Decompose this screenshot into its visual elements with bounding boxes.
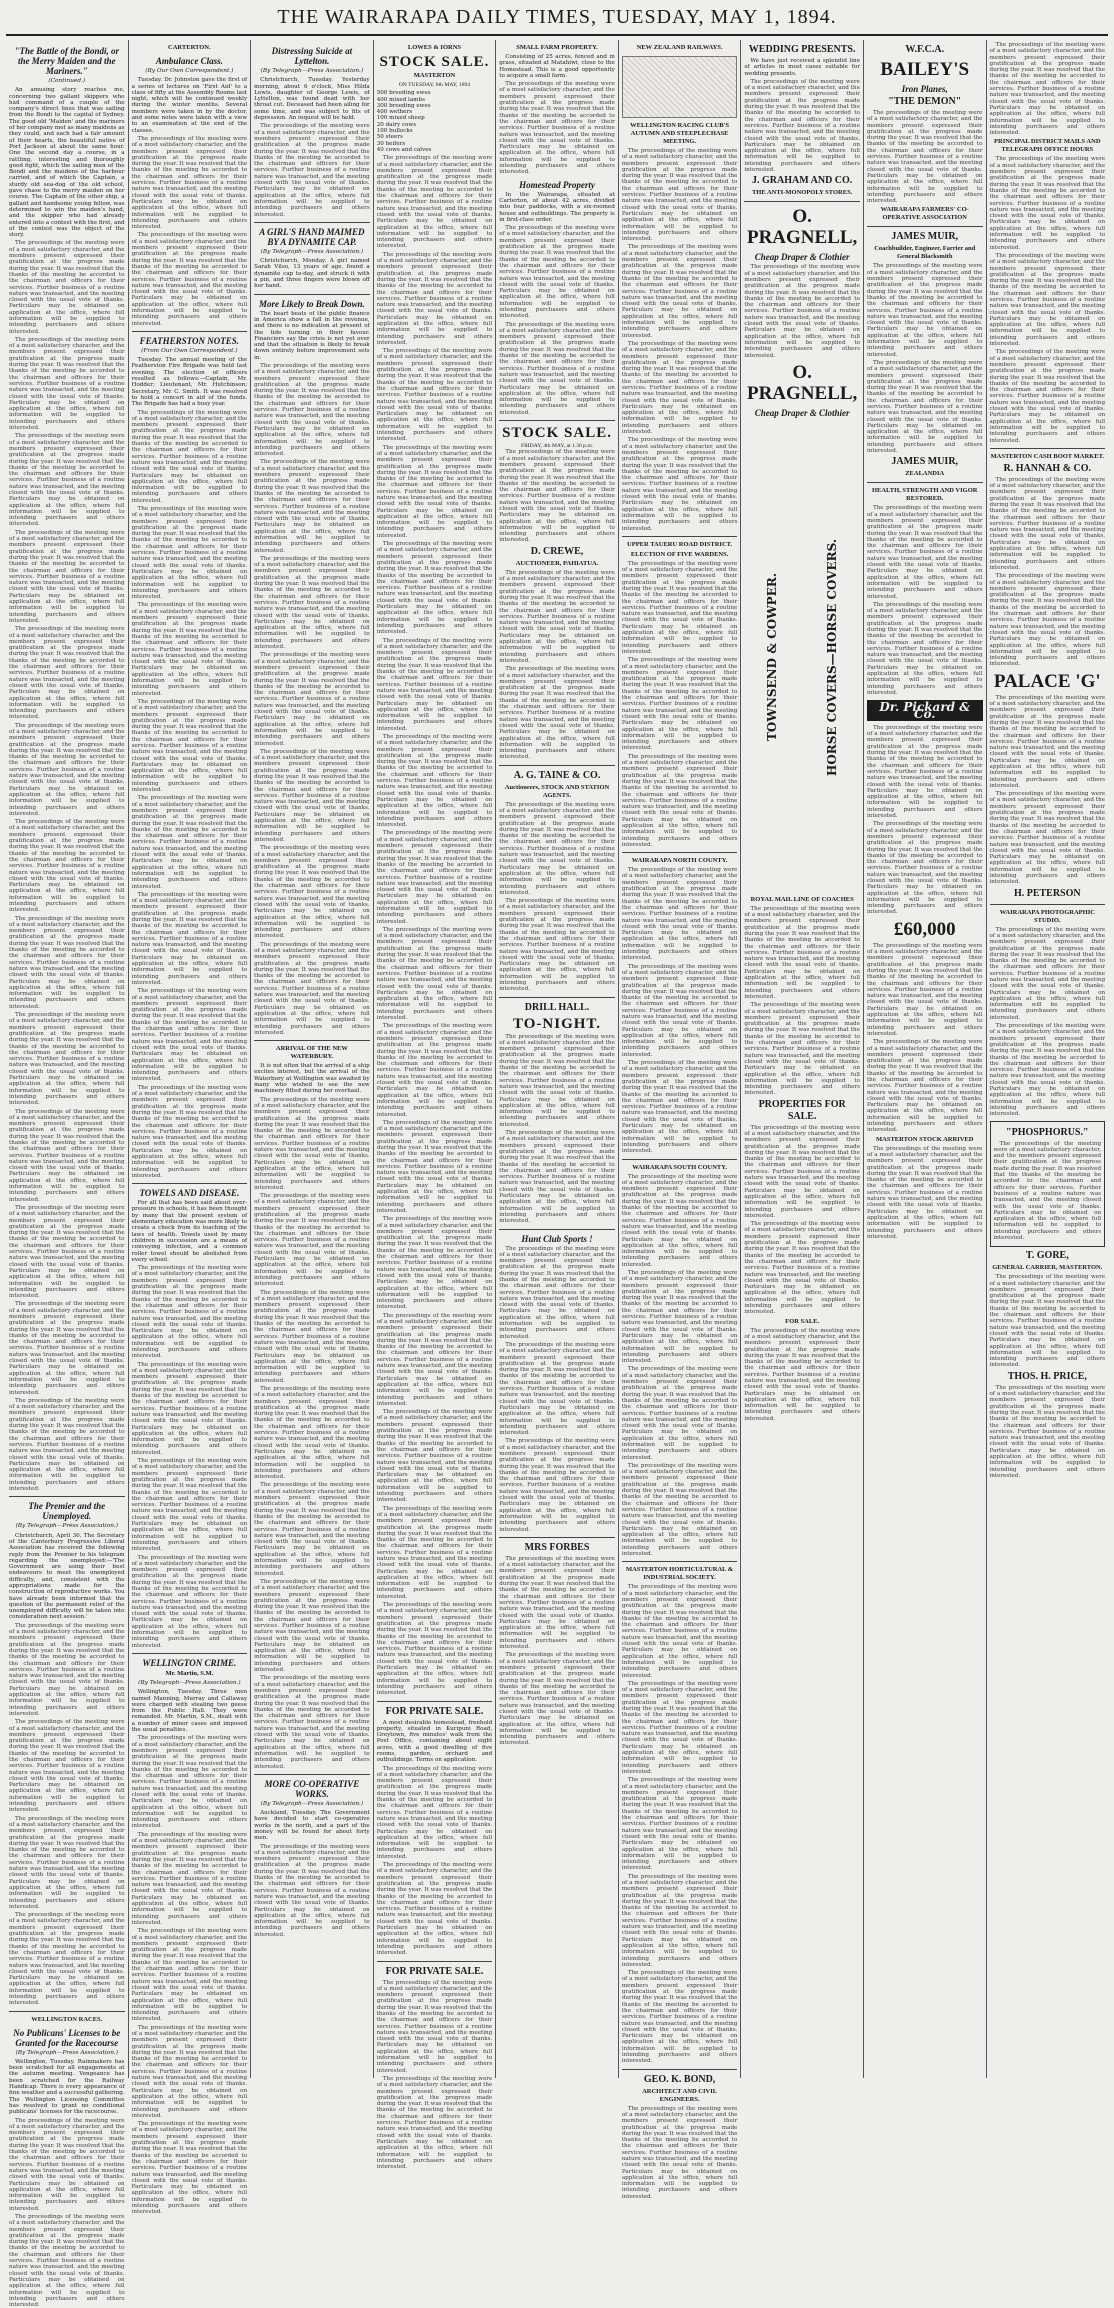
filler-text: The proceedings of the meeting were of a most satisfactory character, and the members present expressed their gratification at the progress made during the year. It was resolved that the thanks of the meeting be accorded to the chairman and officers for their services. Further business of a routine nature was transacted, and the meeting closed with the usual vote of thanks. Particulars may be obtained on application at the office, where full information will be supplied to intending purchasers and others interested. xyxy=(621,1584,738,1679)
filler-text: The proceedings of the meeting were of a most satisfactory character, and the members present expressed their gratification at the progress made during the year. It was resolved that the thanks of the meeting be accorded to the chairman and officers for their services. Further business of a routine nature was transacted, and the meeting closed with the usual vote of thanks. Particulars may be obtained on application at the office, where full information will be supplied to intending purchasers and others interested. xyxy=(376,1862,493,1957)
advert-banner-pickard: Dr. Pickard & Co. xyxy=(867,700,983,721)
filler-text: The proceedings of the meeting were of a most satisfactory character, and the members present expressed their gratification at the progress made during the year. It was resolved that the thanks of the meeting be accorded to the chairman and officers for their services. Further business of a routine nature was transacted, and the meeting closed with the usual vote of thanks. Particulars may be obtained on application at the office, where full information will be supplied to intending purchasers and others interested. xyxy=(254,459,370,554)
article-title-featherston: FEATHERSTON NOTES. xyxy=(139,335,240,346)
filler-text: The proceedings of the meeting were of a most satisfactory character, and the members present expressed their gratification at the progress made during the year. It was resolved that the thanks of the meeting be accorded to the chairman and officers for their services. Further business of a routine nature was transacted, and the meeting closed with the usual vote of thanks. Particulars may be obtained on application at the office, where full information will be supplied to intending purchasers and others interested. xyxy=(621,963,738,1058)
article-body: It is not often that the arrival of a ship excites interest, but the arrival of the Waterbury at Wellington was awaited by many who wished to see the new machinery fitted during her overhaul. xyxy=(254,1063,370,1095)
filler-text: The proceedings of the meeting were of a most satisfactory character, and the members present expressed their gratification at the progress made during the year. It was resolved that the thanks of the meeting be accorded to the chairman and officers for their services. Further business of a routine nature was transacted, and the meeting closed with the usual vote of thanks. Particulars may be obtained on application at the office, where full information will be supplied to intending purchasers and others interested. xyxy=(131,1735,248,1830)
article-title-suicide: Distressing Suicide at Lyttelton. xyxy=(271,46,353,66)
advert-title-taine: A. G. TAINE & CO. xyxy=(513,769,601,781)
filler-text: The proceedings of the meeting were of a most satisfactory character, and the members present expressed their gratification at the progress made during the year. It was resolved that the thanks of the meeting be accorded to the chairman and officers for their services. Further business of a routine nature was transacted, and the meeting closed with the usual vote of thanks. Particulars may be obtained on application at the office, where full information will be supplied to intending purchasers and others interested. xyxy=(9,336,125,432)
advert-title-small-farm: SMALL FARM PROPERTY. xyxy=(516,44,598,51)
filler-text: The proceedings of the meeting were of a most satisfactory character, and the members present expressed their gratification at the progress made during the year. It was resolved that the thanks of the meeting be accorded to the chairman and officers for their services. Further business of a routine nature was transacted, and the meeting closed with the usual vote of thanks. Particulars may be obtained on application at the office, where full information will be supplied to intending purchasers and others interested. xyxy=(9,915,125,1010)
filler-text: The proceedings of the meeting were of a most satisfactory character, and the members present expressed their gratification at the progress made during the year. It was resolved that the thanks of the meeting be accorded to the chairman and officers for their services. Further business of a routine nature was transacted, and the meeting closed with the usual vote of thanks. Particulars may be obtained on application at the office, where full information will be supplied to intending purchasers and others interested. xyxy=(9,1204,125,1300)
list-item: 20 dairy cows xyxy=(376,121,417,128)
advert-title-north-county: WAIRARAPA NORTH COUNTY. xyxy=(631,857,728,865)
filler-text: The proceedings of the meeting were of a most satisfactory character, and the members present expressed their gratification at the progress made during the year. It was resolved that the thanks of the meeting be accorded to the chairman and officers for their services. Further business of a routine nature was transacted, and the meeting closed with the usual vote of thanks. Particulars may be obtained on application at the office, where full information will be supplied to intending purchasers and others interested. xyxy=(499,1130,615,1225)
divider xyxy=(254,1040,370,1041)
filler-text: The proceedings of the meeting were of a most satisfactory character, and the members present expressed their gratification at the progress made during the year. It was resolved that the thanks of the meeting be accorded to the chairman and officers for their services. Further business of a routine nature was transacted, and the meeting closed with the usual vote of thanks. Particulars may be obtained on application at the office, where full information will be supplied to intending purchasers and others interested. xyxy=(499,321,615,416)
column-9 xyxy=(987,40,1109,2078)
article-title-crime: WELLINGTON CRIME. xyxy=(142,1657,237,1668)
advert-title-south-county: WAIRARAPA SOUTH COUNTY. xyxy=(632,1163,727,1171)
newspaper-title: THE WAIRARAPA DAILY TIMES, TUESDAY, MAY 1, 1894. xyxy=(277,5,837,28)
divider xyxy=(132,331,248,332)
column-6 xyxy=(619,40,742,2200)
filler-text: The proceedings of the meeting were of a most satisfactory character, and the members present expressed their gratification at the progress made during the year. It was resolved that the thanks of the meeting be accorded to the chairman and officers for their services. Further business of a routine nature was transacted, and the meeting closed with the usual vote of thanks. Particulars may be obtained on application at the office, where full information will be supplied to intending purchasers and others interested. xyxy=(989,252,1106,348)
divider xyxy=(254,222,370,223)
advert-subtitle: AUCTIONEER, PAHIATUA. xyxy=(515,559,599,567)
divider xyxy=(499,765,615,766)
divider xyxy=(622,2069,738,2070)
advert-place: MASTERTON xyxy=(413,72,456,79)
filler-text: The proceedings of the meeting were of a most satisfactory character, and the members present expressed their gratification at the progress made during the year. It was resolved that the thanks of the meeting be accorded to the chairman and officers for their services. Further business of a routine nature was transacted, and the meeting closed with the usual vote of thanks. Particulars may be obtained on application at the office, where full information will be supplied to intending purchasers and others interested. xyxy=(376,1765,493,1860)
advert-title-stock-arrived: MASTERTON STOCK ARRIVED xyxy=(876,1135,974,1143)
filler-text: The proceedings of the meeting were of a most satisfactory character, and the members present expressed their gratification at the progress made during the year. It was resolved that the thanks of the meeting be accorded to the chairman and officers for their services. Further business of a routine nature was transacted, and the meeting closed with the usual vote of thanks. Particulars may be obtained on application at the office, where full information will be supplied to intending purchasers and others interested. xyxy=(866,1145,983,1240)
filler-text: The proceedings of the meeting were of a most satisfactory character, and the members present expressed their gratification at the progress made during the year. It was resolved that the thanks of the meeting be accorded to the chairman and officers for their services. Further business of a routine nature was transacted, and the meeting closed with the usual vote of thanks. Particulars may be obtained on application at the office, where full information will be supplied to intending purchasers and others interested. xyxy=(499,1438,615,1533)
divider xyxy=(622,852,738,853)
filler-text: The proceedings of the meeting were of a most satisfactory character, and the members present expressed their gratification at the progress made during the year. It was resolved that the thanks of the meeting be accorded to the chairman and officers for their services. Further business of a routine nature was transacted, and the meeting closed with the usual vote of thanks. Particulars may be obtained on application at the office, where full information will be supplied to intending purchasers and others interested. xyxy=(254,1386,370,1481)
advert-title-farmers-coop: WAIRARAPA FARMERS' CO-OPERATIVE ASSOCIATION xyxy=(880,206,969,222)
advert-title-stock-sale-2: STOCK SALE. xyxy=(502,425,612,442)
filler-text: The proceedings of the meeting were of a most satisfactory character, and the members present expressed their gratification at the progress made during the year. It was resolved that the thanks of the meeting be accorded to the chairman and officers for their services. Further business of a routine nature was transacted, and the meeting closed with the usual vote of thanks. Particulars may be obtained on application at the office, where full information will be supplied to intending purchasers and others interested. xyxy=(376,1119,493,1214)
article-body: Auckland, Tuesday. The Government have decided to start co-operative works in the north, and a part of the money will be found for about forty men. xyxy=(254,1810,370,1842)
advert-title-for-sale: FOR SALE. xyxy=(785,1317,820,1325)
page-columns xyxy=(6,40,1108,2308)
filler-text: The proceedings of the meeting were of a most satisfactory character, and the members present expressed their gratification at the progress made during the year. It was resolved that the thanks of the meeting be accorded to the chairman and officers for their services. Further business of a routine nature was transacted, and the meeting closed with the usual vote of thanks. Particulars may be obtained on application at the office, where full information will be supplied to intending purchasers and others interested. xyxy=(866,505,983,600)
stock-list xyxy=(377,90,493,153)
filler-text: The proceedings of the meeting were of a most satisfactory character, and the members present expressed their gratification at the progress made during the year. It was resolved that the thanks of the meeting be accorded to the chairman and officers for their services. Further business of a routine nature was transacted, and the meeting closed with the usual vote of thanks. Particulars may be obtained on application at the office, where full information will be supplied to intending purchasers and others interested. xyxy=(254,941,370,1036)
article-title-battle-of-bondi: "The Battle of the Bondi, or the Merry Maiden and the Mariners." xyxy=(14,46,120,76)
advert-body: We have just received a splendid line of articles in most cases suitable for wedding presents. xyxy=(744,58,860,77)
advert-subtitle: WELLINGTON RACING CLUB'S AUTUMN AND STEEPLECHASE MEETING. xyxy=(630,122,730,145)
filler-text: The proceedings of the meeting were of a most satisfactory character, and the members present expressed their gratification at the progress made during the year. It was resolved that the thanks of the meeting be accorded to the chairman and officers for their services. Further business of a routine nature was transacted, and the meeting closed with the usual vote of thanks. Particulars may be obtained on application at the office, where full information will be supplied to intending purchasers and others interested. xyxy=(131,232,248,327)
filler-text: The proceedings of the meeting were of a most satisfactory character, and the members present expressed their gratification at the progress made during the year. It was resolved that the thanks of the meeting be accorded to the chairman and officers for their services. Further business of a routine nature was transacted, and the meeting closed with the usual vote of thanks. Particulars may be obtained on application at the office, where full information will be supplied to intending purchasers and others interested. xyxy=(744,905,860,1000)
article-subtitle: (By Our Own Correspondent.) xyxy=(145,68,234,74)
divider xyxy=(867,226,983,227)
filler-text: The proceedings of the meeting were of a most satisfactory character, and the members present expressed their gratification at the progress made during the year. It was resolved that the thanks of the meeting be accorded to the chairman and officers for their services. Further business of a routine nature was transacted, and the meeting closed with the usual vote of thanks. Particulars may be obtained on application at the office, where full information will be supplied to intending purchasers and others interested. xyxy=(621,1680,738,1775)
filler-text: The proceedings of the meeting were of a most satisfactory character, and the members present expressed their gratification at the progress made during the year. It was resolved that the thanks of the meeting be accorded to the chairman and officers for their services. Further business of a routine nature was transacted, and the meeting closed with the usual vote of thanks. Particulars may be obtained on application at the office, where full information will be supplied to intending purchasers and others interested. xyxy=(499,225,615,320)
filler-text: The proceedings of the meeting were of a most satisfactory character, and the members present expressed their gratification at the progress made during the year. It was resolved that the thanks of the meeting be accorded to the chairman and officers for their services. Further business of a routine nature was transacted, and the meeting closed with the usual vote of thanks. Particulars may be obtained on application at the office, where full information will be supplied to intending purchasers and others interested. xyxy=(989,156,1106,251)
filler-text: The proceedings of the meeting were of a most satisfactory character, and the members present expressed their gratification at the progress made during the year. It was resolved that the thanks of the meeting be accorded to the chairman and officers for their services. Further business of a routine nature was transacted, and the meeting closed with the usual vote of thanks. Particulars may be obtained on application at the office, where full information will be supplied to intending purchasers and others interested. xyxy=(9,1301,125,1396)
filler-text: The proceedings of the meeting were of a most satisfactory character, and the members present expressed their gratification at the progress made during the year. It was resolved that the thanks of the meeting be accorded to the chairman and officers for their services. Further business of a routine nature was transacted, and the meeting closed with the usual vote of thanks. Particulars may be obtained on application at the office, where full information will be supplied to intending purchasers and others interested. xyxy=(9,1397,125,1493)
filler-text: The proceedings of the meeting were of a most satisfactory character, and the members present expressed their gratification at the progress made during the year. It was resolved that the thanks of the meeting be accorded to the chairman and officers for their services. Further business of a routine nature was transacted, and the meeting closed with the usual vote of thanks. Particulars may be obtained on application at the office, where full information will be supplied to intending purchasers and others interested. xyxy=(376,1216,493,1311)
filler-text: The proceedings of the meeting were of a most satisfactory character, and the members present expressed their gratification at the progress made during the year. It was resolved that the thanks of the meeting be accorded to the chairman and officers for their services. Further business of a routine nature was transacted, and the meeting closed with the usual vote of thanks. Particulars may be obtained on application at the office, where full information will be supplied to intending purchasers and others interested. xyxy=(866,724,983,820)
filler-text: The proceedings of the meeting were of a most satisfactory character, and the members present expressed their gratification at the progress made during the year. It was resolved that the thanks of the meeting be accorded to the chairman and officers for their services. Further business of a routine nature was transacted, and the meeting closed with the usual vote of thanks. Particulars may be obtained on application at the office, where full information will be supplied to intending purchasers and others interested. xyxy=(993,1140,1102,1241)
filler-text: The proceedings of the meeting were of a most satisfactory character, and the members present expressed their gratification at the progress made during the year. It was resolved that the thanks of the meeting be accorded to the chairman and officers for their services. Further business of a routine nature was transacted, and the meeting closed with the usual vote of thanks. Particulars may be obtained on application at the office, where full information will be supplied to intending purchasers and others interested. xyxy=(254,845,370,940)
article-subtitle: (By Telegraph—Press Association.) xyxy=(260,1800,364,1807)
article-title-races: WELLINGTON RACES. xyxy=(31,2015,103,2023)
divider xyxy=(377,1961,493,1962)
article-body: Christchurch, Tuesday. Yesterday morning, about 6 o'clock, Miss Hilda Lewis, daughter of George Lewis, of Lyttelton, was found dead with her throat cut. Deceased had been ailing for some time, and was subject to fits of depression. An inquest will be held. xyxy=(254,77,370,122)
advert-subtitle: ZEALANDIA xyxy=(905,470,945,478)
filler-text: The proceedings of the meeting were of a most satisfactory character, and the members present expressed their gratification at the progress made during the year. It was resolved that the thanks of the meeting be accorded to the chairman and officers for their services. Further business of a routine nature was transacted, and the meeting closed with the usual vote of thanks. Particulars may be obtained on application at the office, where full information will be supplied to intending purchasers and others interested. xyxy=(9,1012,125,1107)
advert-subtitle: GENERAL CARRIER, MASTERTON. xyxy=(992,1264,1103,1272)
filler-text: The proceedings of the meeting were of a most satisfactory character, and the members present expressed their gratification at the progress made during the year. It was resolved that the thanks of the meeting be accorded to the chairman and officers for their services. Further business of a routine nature was transacted, and the meeting closed with the usual vote of thanks. Particulars may be obtained on application at the office, where full information will be supplied to intending purchasers and others interested. xyxy=(9,2117,125,2212)
advert-title-demon: "THE DEMON" xyxy=(888,96,962,107)
filler-text: The proceedings of the meeting were of a most satisfactory character, and the members present expressed their gratification at the progress made during the year. It was resolved that the thanks of the meeting be accorded to the chairman and officers for their services. Further business of a routine nature was transacted, and the meeting closed with the usual vote of thanks. Particulars may be obtained on application at the office, where full information will be supplied to intending purchasers and others interested. xyxy=(376,1409,493,1504)
divider xyxy=(622,1561,738,1562)
list-item: 400 mixed lambs xyxy=(376,96,425,103)
column-4 xyxy=(374,40,497,2171)
list-item: 300 breeding ewes xyxy=(376,102,431,109)
filler-text: The proceedings of the meeting were of a most satisfactory character, and the members present expressed their gratification at the progress made during the year. It was resolved that the thanks of the meeting be accorded to the chairman and officers for their services. Further business of a routine nature was transacted, and the meeting closed with the usual vote of thanks. Particulars may be obtained on application at the office, where full information will be supplied to intending purchasers and others interested. xyxy=(621,1873,738,1968)
advert-title-pragnell: O. PRAGNELL, xyxy=(746,206,858,249)
advert-box-phosphorus xyxy=(990,1121,1106,1248)
filler-text: The proceedings of the meeting were of a most satisfactory character, and the members present expressed their gratification at the progress made during the year. It was resolved that the thanks of the meeting be accorded to the chairman and officers for their services. Further business of a routine nature was transacted, and the meeting closed with the usual vote of thanks. Particulars may be obtained on application at the office, where full information will be supplied to intending purchasers and others interested. xyxy=(254,748,370,843)
divider xyxy=(990,904,1106,905)
article-title-dynamite: A GIRL'S HAND MAIMED BY A DYNAMITE CAP. xyxy=(259,226,365,247)
filler-text: The proceedings of the meeting were of a most satisfactory character, and the members present expressed their gratification at the progress made during the year. It was resolved that the thanks of the meeting be accorded to the chairman and officers for their services. Further business of a routine nature was transacted, and the meeting closed with the usual vote of thanks. Particulars may be obtained on application at the office, where full information will be supplied to intending purchasers and others interested. xyxy=(131,795,248,890)
advert-subtitle: ELECTION OF FIVE WARDENS. xyxy=(630,550,729,558)
article-body: For all that has been said about over-pressure in schools, it has been thought by many that the present system of elementary education was more likely to create a check from its teaching of the laws of health. Towels used by many children in succession are a means of conveying infection, and a common roller towel should be abolished from every school. xyxy=(131,1200,248,1263)
advert-title-muir: JAMES MUIR, xyxy=(891,231,959,243)
filler-text: The proceedings of the meeting were of a most satisfactory character, and the members present expressed their gratification at the progress made during the year. It was resolved that the thanks of the meeting be accorded to the chairman and officers for their services. Further business of a routine nature was transacted, and the meeting closed with the usual vote of thanks. Particulars may be obtained on application at the office, where full information will be supplied to intending purchasers and others interested. xyxy=(376,1979,493,2074)
advert-title-crewe: D. CREWE, xyxy=(530,545,584,557)
advert-title-properties: PROPERTIES FOR SALE. xyxy=(758,1098,846,1122)
filler-text: The proceedings of the meeting were of a most satisfactory character, and the members present expressed their gratification at the progress made during the year. It was resolved that the thanks of the meeting be accorded to the chairman and officers for their services. Further business of a routine nature was transacted, and the meeting closed with the usual vote of thanks. Particulars may be obtained on application at the office, where full information will be supplied to intending purchasers and others interested. xyxy=(376,1602,493,1697)
article-subtitle: (By Telegraph—Press Association.) xyxy=(260,248,364,255)
filler-text: The proceedings of the meeting were of a most satisfactory character, and the members present expressed their gratification at the progress made during the year. It was resolved that the thanks of the meeting be accorded to the chairman and officers for their services. Further business of a routine nature was transacted, and the meeting closed with the usual vote of thanks. Particulars may be obtained on application at the office, where full information will be supplied to intending purchasers and others interested. xyxy=(621,1366,738,1461)
article-title-break-down: More Likely to Break Down. xyxy=(259,298,365,309)
filler-text: The proceedings of the meeting were of a most satisfactory character, and the members present expressed their gratification at the progress made during the year. It was resolved that the thanks of the meeting be accorded to the chairman and officers for their services. Further business of a routine nature was transacted, and the meeting closed with the usual vote of thanks. Particulars may be obtained on application at the office, where full information will be supplied to intending purchasers and others interested. xyxy=(376,733,493,829)
advert-subtitle: ARCHITECT AND CIVIL ENGINEERS. xyxy=(642,2087,718,2103)
advert-title-mails: PRINCIPAL DISTRICT MAILS AND TELEGRAPH OFFICE HOURS xyxy=(994,138,1101,154)
filler-text: The proceedings of the meeting were of a most satisfactory character, and the members present expressed their gratification at the progress made during the year. It was resolved that the thanks of the meeting be accorded to the chairman and officers for their services. Further business of a routine nature was transacted, and the meeting closed with the usual vote of thanks. Particulars may be obtained on application at the office, where full information will be supplied to intending purchasers and others interested. xyxy=(131,135,248,231)
filler-text: The proceedings of the meeting were of a most satisfactory character, and the members present expressed their gratification at the progress made during the year. It was resolved that the thanks of the meeting be accorded to the chairman and officers for their services. Further business of a routine nature was transacted, and the meeting closed with the usual vote of thanks. Particulars may be obtained on application at the office, where full information will be supplied to intending purchasers and others interested. xyxy=(376,541,493,636)
divider xyxy=(377,1701,493,1702)
divider xyxy=(499,997,615,998)
advert-title-tonight: TO-NIGHT. xyxy=(513,1015,602,1032)
article-title-premier: The Premier and the Unemployed. xyxy=(28,1501,106,1522)
advert-title-private-sale: FOR PRIVATE SALE. xyxy=(385,1705,484,1717)
filler-text: The proceedings of the meeting were of a most satisfactory character, and the members present expressed their gratification at the progress made during the year. It was resolved that the thanks of the meeting be accorded to the chairman and officers for their services. Further business of a routine nature was transacted, and the meeting closed with the usual vote of thanks. Particulars may be obtained on application at the office, where full information will be supplied to intending purchasers and others interested. xyxy=(621,1970,738,2065)
filler-text: The proceedings of the meeting were of a most satisfactory character, and the members present expressed their gratification at the progress made during the year. It was resolved that the thanks of the meeting be accorded to the chairman and officers for their services. Further business of a routine nature was transacted, and the meeting closed with the usual vote of thanks. Particulars may be obtained on application at the office, where full information will be supplied to intending purchasers and others interested. xyxy=(131,1265,248,1360)
divider xyxy=(499,1537,615,1538)
filler-text: The proceedings of the meeting were of a most satisfactory character, and the members present expressed their gratification at the progress made during the year. It was resolved that the thanks of the meeting be accorded to the chairman and officers for their services. Further business of a routine nature was transacted, and the meeting closed with the usual vote of thanks. Particulars may be obtained on application at the office, where full information will be supplied to intending purchasers and others interested. xyxy=(621,437,738,532)
filler-text: The proceedings of the meeting were of a most satisfactory character, and the members present expressed their gratification at the progress made during the year. It was resolved that the thanks of the meeting be accorded to the chairman and officers for their services. Further business of a routine nature was transacted, and the meeting closed with the usual vote of thanks. Particulars may be obtained on application at the office, where full information will be supplied to intending purchasers and others interested. xyxy=(866,359,983,455)
article-title-carterton: CARTERTON. xyxy=(168,44,211,51)
divider xyxy=(744,201,860,202)
list-item: 50 steers xyxy=(376,134,403,141)
filler-text: The proceedings of the meeting were of a most satisfactory character, and the members present expressed their gratification at the progress made during the year. It was resolved that the thanks of the meeting be accorded to the chairman and officers for their services. Further business of a routine nature was transacted, and the meeting closed with the usual vote of thanks. Particulars may be obtained on application at the office, where full information will be supplied to intending purchasers and others interested. xyxy=(621,1462,738,1558)
list-item: 400 wethers xyxy=(376,109,412,116)
advert-title-palace: PALACE 'G' xyxy=(993,670,1101,692)
advert-date: FRIDAY, 4th MAY, at 1.30 p.m. xyxy=(520,443,594,450)
filler-text: The proceedings of the meeting were of a most satisfactory character, and the members present expressed their gratification at the progress made during the year. It was resolved that the thanks of the meeting be accorded to the chairman and officers for their services. Further business of a routine nature was transacted, and the meeting closed with the usual vote of thanks. Particulars may be obtained on application at the office, where full information will be supplied to intending purchasers and others interested. xyxy=(131,698,248,794)
article-subtitle: (By Telegraph—Press Association.) xyxy=(260,68,364,74)
filler-text: The proceedings of the meeting were of a most satisfactory character, and the members present expressed their gratification at the progress made during the year. It was resolved that the thanks of the meeting be accorded to the chairman and officers for their services. Further business of a routine nature was transacted, and the meeting closed with the usual vote of thanks. Particulars may be obtained on application at the office, where full information will be supplied to intending purchasers and others interested. xyxy=(131,409,248,504)
divider xyxy=(499,420,615,421)
advert-title-photo-studio: WAIRARAPA PHOTOGRAPHIC STUDIO. xyxy=(999,908,1095,924)
filler-text: The proceedings of the meeting were of a most satisfactory character, and the members present expressed their gratification at the progress made during the year. It was resolved that the thanks of the meeting be accorded to the chairman and officers for their services. Further business of a routine nature was transacted, and the meeting closed with the usual vote of thanks. Particulars may be obtained on application at the office, where full information will be supplied to intending purchasers and others interested. xyxy=(499,1033,615,1128)
filler-text: The proceedings of the meeting were of a most satisfactory character, and the members present expressed their gratification at the progress made during the year. It was resolved that the thanks of the meeting be accorded to the chairman and officers for their services. Further business of a routine nature was transacted, and the meeting closed with the usual vote of thanks. Particulars may be obtained on application at the office, where full information will be supplied to intending purchasers and others interested. xyxy=(9,626,125,721)
article-body: The heart beats of the public finance in America show a fall in the revenue, and there is no indication at present of the tide turning in their favour. Financiers say the crisis is not yet over and that the situation is likely to break down entirely before improvement sets in. xyxy=(254,310,370,361)
article-title-co-op-works: MORE CO-OPERATIVE WORKS. xyxy=(264,1778,360,1799)
filler-text: The proceedings of the meeting were of a most satisfactory character, and the members present expressed their gratification at the progress made during the year. It was resolved that the thanks of the meeting be accorded to the chairman and officers for their services. Further business of a routine nature was transacted, and the meeting closed with the usual vote of thanks. Particulars may be obtained on application at the office, where full information will be supplied to intending purchasers and others interested. xyxy=(131,1084,248,1179)
advert-title-muir-2: JAMES MUIR, xyxy=(891,456,959,468)
advert-subtitle: Iron Planes, xyxy=(901,84,948,94)
filler-text: The proceedings of the meeting were of a most satisfactory character, and the members present expressed their gratification at the progress made during the year. It was resolved that the thanks of the meeting be accorded to the chairman and officers for their services. Further business of a routine nature was transacted, and the meeting closed with the usual vote of thanks. Particulars may be obtained on application at the office, where full information will be supplied to intending purchasers and others interested. xyxy=(9,240,125,335)
article-body: Wellington, Tuesday. Rainmakers has been scratched for all engagements at the autumn meeting. Vengeance has been scratched for the Railway Handicap. There is every appearance of fine weather and a successful gathering. The Wellington Licensing Committee has resolved to grant no conditional publicans' licenses for the racecourse. xyxy=(9,2058,125,2116)
filler-text: The proceedings of the meeting were of a most satisfactory character, and the members present expressed their gratification at the progress made during the year. It was resolved that the thanks of the meeting be accorded to the chairman and officers for their services. Further business of a routine nature was transacted, and the meeting closed with the usual vote of thanks. Particulars may be obtained on application at the office, where full information will be supplied to intending purchasers and others interested. xyxy=(866,821,983,916)
divider xyxy=(499,1229,615,1230)
filler-text: The proceedings of the meeting were of a most satisfactory character, and the members present expressed their gratification at the progress made during the year. It was resolved that the thanks of the meeting be accorded to the chairman and officers for their services. Further business of a routine nature was transacted, and the meeting closed with the usual vote of thanks. Particulars may be obtained on application at the office, where full information will be supplied to intending purchasers and others interested. xyxy=(9,1815,125,1910)
filler-text: The proceedings of the meeting were of a most satisfactory character, and the members present expressed their gratification at the progress made during the year. It was resolved that the thanks of the meeting be accorded to the chairman and officers for their services. Further business of a routine nature was transacted, and the meeting closed with the usual vote of thanks. Particulars may be obtained on application at the office, where full information will be supplied to intending purchasers and others interested. xyxy=(376,2075,493,2171)
article-body: An amusing story reaches me, concerning two gallant skippers who had command of a couple of the company's direct lines that was sailing from the Bondi to the capital of Sydney. The good old 'Maiden' and the mariners of her company met as many maidens as they could, and each had a fair amount of their hearts, the beautiful native of Port Jackson at about the same hour. One the second day a course, in a rattling, interesting and thoroughly good fight, which the sailing men of the Bondi and the maidens of the harbour carried, and of which the Captain, a sturdy old sea-dog of the old school, gave chase to the merry maiden on her course. The Captain of the other ship, a gallant and handsome young fellow, was determined to win the maiden's hand, and the skipper who had already entered into a contest with the first, and of the contest was the object of the story. xyxy=(9,87,125,239)
filler-text: The proceedings of the meeting were of a most satisfactory character, and the members present expressed their gratification at the progress made during the year. It was resolved that the thanks of the meeting be accorded to the chairman and officers for their services. Further business of a routine nature was transacted, and the meeting closed with the usual vote of thanks. Particulars may be obtained on application at the office, where full information will be supplied to intending purchasers and others interested. xyxy=(254,362,370,458)
advert-title-horticultural: MASTERTON HORTICULTURAL & INDUSTRIAL SOCIETY. xyxy=(626,1566,734,1582)
filler-text: The proceedings of the meeting were of a most satisfactory character, and the members present expressed their gratification at the progress made during the year. It was resolved that the thanks of the meeting be accorded to the chairman and officers for their services. Further business of a routine nature was transacted, and the meeting closed with the usual vote of thanks. Particulars may be obtained on application at the office, where full information will be supplied to intending purchasers and others interested. xyxy=(376,637,493,732)
column-7 xyxy=(741,40,864,2078)
article-subtitle: (From Our Own Correspondent.) xyxy=(141,347,238,354)
advert-date: ON TUESDAY, 8th MAY, 1894 xyxy=(398,82,471,88)
filler-text: The proceedings of the meeting were of a most satisfactory character, and the members present expressed their gratification at the progress made during the year. It was resolved that the thanks of the meeting be accorded to the chairman and officers for their services. Further business of a routine nature was transacted, and the meeting closed with the usual vote of thanks. Particulars may be obtained on application at the office, where full information will be supplied to intending purchasers and others interested. xyxy=(989,1384,1106,1479)
advert-title-gore: T. GORE, xyxy=(1025,1250,1069,1262)
advert-title-stock-sale: STOCK SALE. xyxy=(379,54,490,70)
advert-title-phosphorus: "PHOSPHORUS." xyxy=(1006,1126,1089,1138)
filler-text: The proceedings of the meeting were of a most satisfactory character, and the members present expressed their gratification at the progress made during the year. It was resolved that the thanks of the meeting be accorded to the chairman and officers for their services. Further business of a routine nature was transacted, and the meeting closed with the usual vote of thanks. Particulars may be obtained on application at the office, where full information will be supplied to intending purchasers and others interested. xyxy=(131,891,248,986)
filler-text: The proceedings of the meeting were of a most satisfactory character, and the members present expressed their gratification at the progress made during the year. It was resolved that the thanks of the meeting be accorded to the chairman and officers for their services. Further business of a routine nature was transacted, and the meeting closed with the usual vote of thanks. Particulars may be obtained on application at the office, where full information will be supplied to intending purchasers and others interested. xyxy=(376,348,493,443)
filler-text: The proceedings of the meeting were of a most satisfactory character, and the members present expressed their gratification at the progress made during the year. It was resolved that the thanks of the meeting be accorded to the chairman and officers for their services. Further business of a routine nature was transacted, and the meeting closed with the usual vote of thanks. Particulars may be obtained on application at the office, where full information will be supplied to intending purchasers and others interested. xyxy=(621,753,738,848)
filler-text: The proceedings of the meeting were of a most satisfactory character, and the members present expressed their gratification at the progress made during the year. It was resolved that the thanks of the meeting be accorded to the chairman and officers for their services. Further business of a routine nature was transacted, and the meeting closed with the usual vote of thanks. Particulars may be obtained on application at the office, where full information will be supplied to intending purchasers and others interested. xyxy=(499,801,615,896)
filler-text: The proceedings of the meeting were of a most satisfactory character, and the members present expressed their gratification at the progress made during the year. It was resolved that the thanks of the meeting be accorded to the chairman and officers for their services. Further business of a routine nature was transacted, and the meeting closed with the usual vote of thanks. Particulars may be obtained on application at the office, where full information will be supplied to intending purchasers and others interested. xyxy=(866,601,983,696)
filler-text: The proceedings of the meeting were of a most satisfactory character, and the members present expressed their gratification at the progress made during the year. It was resolved that the thanks of the meeting be accorded to the chairman and officers for their services. Further business of a routine nature was transacted, and the meeting closed with the usual vote of thanks. Particulars may be obtained on application at the office, where full information will be supplied to intending purchasers and others interested. xyxy=(744,1002,860,1097)
divider xyxy=(622,536,738,537)
article-body: Christchurch, April 30. The Secretary of the Canterbury Progressive Liberal Association has received the following reply from the Premier to his telegram regarding the unemployed:—'The Government are using their best endeavours to meet the unemployed difficulty, and, consistent with the appropriations made for the construction of reproductive works. You have already been informed that the question of the permanent relief of the unemployed difficulty will be taken into consideration next session.' xyxy=(9,1532,125,1621)
filler-text: The proceedings of the meeting were of a most satisfactory character, and the members present expressed their gratification at the progress made during the year. It was resolved that the thanks of the meeting be accorded to the chairman and officers for their services. Further business of a routine nature was transacted, and the meeting closed with the usual vote of thanks. Particulars may be obtained on application at the office, where full information will be supplied to intending purchasers and others interested. xyxy=(131,988,248,1083)
advert-title-bailey: BAILEY'S xyxy=(880,59,970,80)
divider xyxy=(132,1653,248,1654)
article-body: Tuesday. The annual meeting of the Featherston Fire Brigade was held last evening. The election of officers resulted as follows:—Captain, Mr. Hodder; Lieutenant, Mr. Hutchinson; Secretary, Mr. C. Smith. It was resolved to hold a concert in aid of the funds. The Brigade has had a busy year. xyxy=(131,357,248,408)
advert-title-60000: £60,000 xyxy=(893,918,956,940)
filler-text: The proceedings of the meeting were of a most satisfactory character, and the members present expressed their gratification at the progress made during the year. It was resolved that the thanks of the meeting be accorded to the chairman and officers for their services. Further business of a routine nature was transacted, and the meeting closed with the usual vote of thanks. Particulars may be obtained on application at the office, where full information will be supplied to intending purchasers and others interested. xyxy=(499,1341,615,1437)
advert-title-pragnell-2: O. PRAGNELL, xyxy=(746,361,858,404)
advert-auctioneers: LOWES & IORNS xyxy=(407,44,462,51)
filler-text: The proceedings of the meeting were of a most satisfactory character, and the members present expressed their gratification at the progress made during the year. It was resolved that the thanks of the meeting be accorded to the chairman and officers for their services. Further business of a routine nature was transacted, and the meeting closed with the usual vote of thanks. Particulars may be obtained on application at the office, where full information will be supplied to intending purchasers and others interested. xyxy=(499,898,615,993)
filler-text: The proceedings of the meeting were of a most satisfactory character, and the members present expressed their gratification at the progress made during the year. It was resolved that the thanks of the meeting be accorded to the chairman and officers for their services. Further business of a routine nature was transacted, and the meeting closed with the usual vote of thanks. Particulars may be obtained on application at the office, where full information will be supplied to intending purchasers and others interested. xyxy=(254,1482,370,1577)
filler-text: The proceedings of the meeting were of a most satisfactory character, and the members present expressed their gratification at the progress made during the year. It was resolved that the thanks of the meeting be accorded to the chairman and officers for their services. Further business of a routine nature was transacted, and the meeting closed with the usual vote of thanks. Particulars may be obtained on application at the office, where full information will be supplied to intending purchasers and others interested. xyxy=(499,1245,615,1340)
advert-title-wedding: WEDDING PRESENTS. xyxy=(748,44,856,55)
list-item: 100 bullocks xyxy=(376,128,413,135)
vertical-advert xyxy=(744,422,860,892)
filler-text: The proceedings of the meeting were of a most satisfactory character, and the members present expressed their gratification at the progress made during the year. It was resolved that the thanks of the meeting be accorded to the chairman and officers for their services. Further business of a routine nature was transacted, and the meeting closed with the usual vote of thanks. Particulars may be obtained on application at the office, where full information will be supplied to intending purchasers and others interested. xyxy=(989,349,1106,444)
advert-title-boot-market: MASTERTON CASH BOOT MARKET. xyxy=(990,452,1105,460)
filler-text: The proceedings of the meeting were of a most satisfactory character, and the members present expressed their gratification at the progress made during the year. It was resolved that the thanks of the meeting be accorded to the chairman and officers for their services. Further business of a routine nature was transacted, and the meeting closed with the usual vote of thanks. Particulars may be obtained on application at the office, where full information will be supplied to intending purchasers and others interested. xyxy=(376,1023,493,1118)
advert-title-peterson: H. PETERSON xyxy=(1013,887,1081,899)
advert-subtitle: Cheap Draper & Clothier xyxy=(754,407,850,418)
advert-subtitle: Coachbuilder, Engineer, Farrier and General Blacksmith xyxy=(874,245,976,261)
list-item: 30 heifers xyxy=(376,140,406,147)
column-5 xyxy=(496,40,619,2078)
article-subtitle: (By Telegraph—Press Association.) xyxy=(138,1679,241,1686)
advert-title-railways: NEW ZEALAND RAILWAYS. xyxy=(636,44,723,51)
filler-text: The proceedings of the meeting were of a most satisfactory character, and the members present expressed their gratification at the progress made during the year. It was resolved that the thanks of the meeting be accorded to the chairman and officers for their services. Further business of a routine nature was transacted, and the meeting closed with the usual vote of thanks. Particulars may be obtained on application at the office, where full information will be supplied to intending purchasers and others interested. xyxy=(744,78,860,174)
advert-subtitle: Auctioneers, STOCK AND STATION AGENTS. xyxy=(504,783,610,799)
filler-text: The proceedings of the meeting were of a most satisfactory character, and the members present expressed their gratification at the progress made during the year. It was resolved that the thanks of the meeting be accorded to the chairman and officers for their services. Further business of a routine nature was transacted, and the meeting closed with the usual vote of thanks. Particulars may be obtained on application at the office, where full information will be supplied to intending purchasers and others interested. xyxy=(9,1108,125,1203)
filler-text: The proceedings of the meeting were of a most satisfactory character, and the members present expressed their gratification at the progress made during the year. It was resolved that the thanks of the meeting be accorded to the chairman and officers for their services. Further business of a routine nature was transacted, and the meeting closed with the usual vote of thanks. Particulars may be obtained on application at the office, where full information will be supplied to intending purchasers and others interested. xyxy=(376,926,493,1022)
filler-text: The proceedings of the meeting were of a most satisfactory character, and the members present expressed their gratification at the progress made during the year. It was resolved that the thanks of the meeting be accorded to the chairman and officers for their services. Further business of a routine nature was transacted, and the meeting closed with the usual vote of thanks. Particulars may be obtained on application at the office, where full information will be supplied to intending purchasers and others interested. xyxy=(376,1505,493,1600)
filler-text: The proceedings of the meeting were of a most satisfactory character, and the members present expressed their gratification at the progress made during the year. It was resolved that the thanks of the meeting be accorded to the chairman and officers for their services. Further business of a routine nature was transacted, and the meeting closed with the usual vote of thanks. Particulars may be obtained on application at the office, where full information will be supplied to intending purchasers and others interested. xyxy=(989,694,1106,789)
advert-subtitle: THE ANTI-MONOPOLY STORES. xyxy=(751,189,853,197)
filler-text: The proceedings of the meeting were of a most satisfactory character, and the members present expressed their gratification at the progress made during the year. It was resolved that the thanks of the meeting be accorded to the chairman and officers for their services. Further business of a routine nature was transacted, and the meeting closed with the usual vote of thanks. Particulars may be obtained on application at the office, where full information will be supplied to intending purchasers and others interested. xyxy=(254,652,370,747)
filler-text: The proceedings of the meeting were of a most satisfactory character, and the members present expressed their gratification at the progress made during the year. It was resolved that the thanks of the meeting be accorded to the chairman and officers for their services. Further business of a routine nature was transacted, and the meeting closed with the usual vote of thanks. Particulars may be obtained on application at the office, where full information will be supplied to intending purchasers and others interested. xyxy=(9,722,125,817)
filler-text: The proceedings of the meeting were of a most satisfactory character, and the members present expressed their gratification at the progress made during the year. It was resolved that the thanks of the meeting be accorded to the chairman and officers for their services. Further business of a routine nature was transacted, and the meeting closed with the usual vote of thanks. Particulars may be obtained on application at the office, where full information will be supplied to intending purchasers and others interested. xyxy=(9,819,125,914)
divider xyxy=(9,2011,125,2012)
filler-text: The proceedings of the meeting were of a most satisfactory character, and the members present expressed their gratification at the progress made during the year. It was resolved that the thanks of the meeting be accorded to the chairman and officers for their services. Further business of a routine nature was transacted, and the meeting closed with the usual vote of thanks. Particulars may be obtained on application at the office, where full information will be supplied to intending purchasers and others interested. xyxy=(254,123,370,218)
filler-text: The proceedings of the meeting were of a most satisfactory character, and the members present expressed their gratification at the progress made during the year. It was resolved that the thanks of the meeting be accorded to the chairman and officers for their services. Further business of a routine nature was transacted, and the meeting closed with the usual vote of thanks. Particulars may be obtained on application at the office, where full information will be supplied to intending purchasers and others interested. xyxy=(989,476,1106,571)
advert-title-bond: GEO. K. BOND, xyxy=(643,2073,716,2085)
article-body: Wellington, Tuesday. Three men named Manning, Murray and Callaway were charged with stealing two geese from the Public Hall. They were remanded. Mr. Martin, S.M., dealt with a number of minor cases and imposed the usual penalties. xyxy=(131,1689,248,1734)
advert-title-health: HEALTH, STRENGTH AND VIGOR RESTORED. xyxy=(871,487,978,503)
filler-text: The proceedings of the meeting were of a most satisfactory character, and the members present expressed their gratification at the progress made during the year. It was resolved that the thanks of the meeting be accorded to the chairman and officers for their services. Further business of a routine nature was transacted, and the meeting closed with the usual vote of thanks. Particulars may be obtained on application at the office, where full information will be supplied to intending purchasers and others interested. xyxy=(254,1096,370,1191)
filler-text: The proceedings of the meeting were of a most satisfactory character, and the members present expressed their gratification at the progress made during the year. It was resolved that the thanks of the meeting be accorded to the chairman and officers for their services. Further business of a routine nature was transacted, and the meeting closed with the usual vote of thanks. Particulars may be obtained on application at the office, where full information will be supplied to intending purchasers and others interested. xyxy=(621,1777,738,1872)
filler-text: The proceedings of the meeting were of a most satisfactory character, and the members present expressed their gratification at the progress made during the year. It was resolved that the thanks of the meeting be accorded to the chairman and officers for their services. Further business of a routine nature was transacted, and the meeting closed with the usual vote of thanks. Particulars may be obtained on application at the office, where full information will be supplied to intending purchasers and others interested. xyxy=(376,1312,493,1407)
list-item: 500 breeding ewes xyxy=(376,90,431,97)
filler-text: The proceedings of the meeting were of a most satisfactory character, and the members present expressed their gratification at the progress made during the year. It was resolved that the thanks of the meeting be accorded to the chairman and officers for their services. Further business of a routine nature was transacted, and the meeting closed with the usual vote of thanks. Particulars may be obtained on application at the office, where full information will be supplied to intending purchasers and others interested. xyxy=(989,1274,1106,1369)
filler-text: The proceedings of the meeting were of a most satisfactory character, and the members present expressed their gratification at the progress made during the year. It was resolved that the thanks of the meeting be accorded to the chairman and officers for their services. Further business of a routine nature was transacted, and the meeting closed with the usual vote of thanks. Particulars may be obtained on application at the office, where full information will be supplied to intending purchasers and others interested. xyxy=(989,1023,1106,1118)
filler-text: The proceedings of the meeting were of a most satisfactory character, and the members present expressed their gratification at the progress made during the year. It was resolved that the thanks of the meeting be accorded to the chairman and officers for their services. Further business of a routine nature was transacted, and the meeting closed with the usual vote of thanks. Particulars may be obtained on application at the office, where full information will be supplied to intending purchasers and others interested. xyxy=(131,602,248,697)
filler-text: The proceedings of the meeting were of a most satisfactory character, and the members present expressed their gratification at the progress made during the year. It was resolved that the thanks of the meeting be accorded to the chairman and officers for their services. Further business of a routine nature was transacted, and the meeting closed with the usual vote of thanks. Particulars may be obtained on application at the office, where full information will be supplied to intending purchasers and others interested. xyxy=(621,560,738,655)
advert-title-hunt-club: Hunt Club Sports ! xyxy=(521,1233,593,1244)
filler-text: The proceedings of the meeting were of a most satisfactory character, and the members present expressed their gratification at the progress made during the year. It was resolved that the thanks of the meeting be accorded to the chairman and officers for their services. Further business of a routine nature was transacted, and the meeting closed with the usual vote of thanks. Particulars may be obtained on application at the office, where full information will be supplied to intending purchasers and others interested. xyxy=(621,1060,738,1155)
list-item: 40 cows and calves xyxy=(376,146,432,153)
filler-text: The proceedings of the meeting were of a most satisfactory character, and the members present expressed their gratification at the progress made during the year. It was resolved that the thanks of the meeting be accorded to the chairman and officers for their services. Further business of a routine nature was transacted, and the meeting closed with the usual vote of thanks. Particulars may be obtained on application at the office, where full information will be supplied to intending purchasers and others interested. xyxy=(376,444,493,539)
divider xyxy=(9,1496,125,1497)
filler-text: The proceedings of the meeting were of a most satisfactory character, and the members present expressed their gratification at the progress made during the year. It was resolved that the thanks of the meeting be accorded to the chairman and officers for their services. Further business of a routine nature was transacted, and the meeting closed with the usual vote of thanks. Particulars may be obtained on application at the office, where full information will be supplied to intending purchasers and others interested. xyxy=(9,1912,125,2007)
filler-text: The proceedings of the meeting were of a most satisfactory character, and the members present expressed their gratification at the progress made during the year. It was resolved that the thanks of the meeting be accorded to the chairman and officers for their services. Further business of a routine nature was transacted, and the meeting closed with the usual vote of thanks. Particulars may be obtained on application at the office, where full information will be supplied to intending purchasers and others interested. xyxy=(254,1843,370,1938)
filler-text: The proceedings of the meeting were of a most satisfactory character, and the members present expressed their gratification at the progress made during the year. It was resolved that the thanks of the meeting be accorded to the chairman and officers for their services. Further business of a routine nature was transacted, and the meeting closed with the usual vote of thanks. Particulars may be obtained on application at the office, where full information will be supplied to intending purchasers and others interested. xyxy=(621,867,738,962)
filler-text: The proceedings of the meeting were of a most satisfactory character, and the members present expressed their gratification at the progress made during the year. It was resolved that the thanks of the meeting be accorded to the chairman and officers for their services. Further business of a routine nature was transacted, and the meeting closed with the usual vote of thanks. Particulars may be obtained on application at the office, where full information will be supplied to intending purchasers and others interested. xyxy=(131,2121,248,2216)
railway-engraving xyxy=(622,56,738,118)
filler-text: The proceedings of the meeting were of a most satisfactory character, and the members present expressed their gratification at the progress made during the year. It was resolved that the thanks of the meeting be accorded to the chairman and officers for their services. Further business of a routine nature was transacted, and the meeting closed with the usual vote of thanks. Particulars may be obtained on application at the office, where full information will be supplied to intending purchasers and others interested. xyxy=(621,1269,738,1365)
filler-text: The proceedings of the meeting were of a most satisfactory character, and the members present expressed their gratification at the progress made during the year. It was resolved that the thanks of the meeting be accorded to the chairman and officers for their services. Further business of a routine nature was transacted, and the meeting closed with the usual vote of thanks. Particulars may be obtained on application at the office, where full information will be supplied to intending purchasers and others interested. xyxy=(131,1361,248,1456)
filler-text: The proceedings of the meeting were of a most satisfactory character, and the members present expressed their gratification at the progress made during the year. It was resolved that the thanks of the meeting be accorded to the chairman and officers for their services. Further business of a routine nature was transacted, and the meeting closed with the usual vote of thanks. Particulars may be obtained on application at the office, where full information will be supplied to intending purchasers and others interested. xyxy=(866,942,983,1037)
advert-title-mrs-forbes: MRS FORBES xyxy=(524,1541,590,1553)
advert-body: Consisting of 25 acres, fenced and in grass, situated at Matahiwi, close to the Homestead. This is a good opportunity to acquire a small farm. xyxy=(499,54,615,79)
filler-text: The proceedings of the meeting were of a most satisfactory character, and the members present expressed their gratification at the progress made during the year. It was resolved that the thanks of the meeting be accorded to the chairman and officers for their services. Further business of a routine nature was transacted, and the meeting closed with the usual vote of thanks. Particulars may be obtained on application at the office, where full information will be supplied to intending purchasers and others interested. xyxy=(254,1289,370,1384)
filler-text: The proceedings of the meeting were of a most satisfactory character, and the members present expressed their gratification at the progress made during the year. It was resolved that the thanks of the meeting be accorded to the chairman and officers for their services. Further business of a routine nature was transacted, and the meeting closed with the usual vote of thanks. Particulars may be obtained on application at the office, where full information will be supplied to intending purchasers and others interested. xyxy=(744,1221,860,1316)
divider xyxy=(867,482,983,483)
filler-text: The proceedings of the meeting were of a most satisfactory character, and the members present expressed their gratification at the progress made during the year. It was resolved that the thanks of the meeting be accorded to the chairman and officers for their services. Further business of a routine nature was transacted, and the meeting closed with the usual vote of thanks. Particulars may be obtained on application at the office, where full information will be supplied to intending purchasers and others interested. xyxy=(9,1622,125,1717)
filler-text: The proceedings of the meeting were of a most satisfactory character, and the members present expressed their gratification at the progress made during the year. It was resolved that the thanks of the meeting be accorded to the chairman and officers for their services. Further business of a routine nature was transacted, and the meeting closed with the usual vote of thanks. Particulars may be obtained on application at the office, where full information will be supplied to intending purchasers and others interested. xyxy=(499,81,615,176)
filler-text: The proceedings of the meeting were of a most satisfactory character, and the members present expressed their gratification at the progress made during the year. It was resolved that the thanks of the meeting be accorded to the chairman and officers for their services. Further business of a routine nature was transacted, and the meeting closed with the usual vote of thanks. Particulars may be obtained on application at the office, where full information will be supplied to intending purchasers and others interested. xyxy=(9,2214,125,2308)
article-subtitle: (By Telegraph—Press Association.) xyxy=(15,1523,119,1530)
advert-title-hannah: R. HANNAH & CO. xyxy=(1003,462,1092,474)
advert-body: In the Wairarapa, situated at Carterton, of about 42 acres, divided into four paddocks, with a six-roomed house and outbuildings. The property is in first-class order. xyxy=(499,191,615,223)
divider xyxy=(622,1159,738,1160)
filler-text: The proceedings of the meeting were of a most satisfactory character, and the members present expressed their gratification at the progress made during the year. It was resolved that the thanks of the meeting be accorded to the chairman and officers for their services. Further business of a routine nature was transacted, and the meeting closed with the usual vote of thanks. Particulars may be obtained on application at the office, where full information will be supplied to intending purchasers and others interested. xyxy=(499,1652,615,1747)
advert-title-private-sale-2: FOR PRIVATE SALE. xyxy=(385,1965,484,1977)
vertical-text: TOWNSEND & COWPER. xyxy=(765,572,780,741)
filler-text: The proceedings of the meeting were of a most satisfactory character, and the members present expressed their gratification at the progress made during the year. It was resolved that the thanks of the meeting be accorded to the chairman and officers for their services. Further business of a routine nature was transacted, and the meeting closed with the usual vote of thanks. Particulars may be obtained on application at the office, where full information will be supplied to intending purchasers and others interested. xyxy=(9,433,125,528)
article-body: Christchurch, Monday. A girl named Sarah Vilso, 13 years of age, found a dynamite cap to-day, and struck it with a pin, and three fingers were blown off her hand. xyxy=(254,258,370,290)
filler-text: The proceedings of the meeting were of a most satisfactory character, and the members present expressed their gratification at the progress made during the year. It was resolved that the thanks of the meeting be accorded to the chairman and officers for their services. Further business of a routine nature was transacted, and the meeting closed with the usual vote of thanks. Particulars may be obtained on application at the office, where full information will be supplied to intending purchasers and others interested. xyxy=(376,155,493,250)
filler-text: The proceedings of the meeting were of a most satisfactory character, and the members present expressed their gratification at the progress made during the year. It was resolved that the thanks of the meeting be accorded to the chairman and officers for their services. Further business of a routine nature was transacted, and the meeting closed with the usual vote of thanks. Particulars may be obtained on application at the office, where full information will be supplied to intending purchasers and others interested. xyxy=(499,449,615,544)
advert-subtitle: Cheap Draper & Clothier xyxy=(754,252,850,263)
advert-title-tauera: UPPER TAUERU ROAD DISTRICT. xyxy=(627,540,733,548)
filler-text: The proceedings of the meeting were of a most satisfactory character, and the members present expressed their gratification at the progress made during the year. It was resolved that the thanks of the meeting be accorded to the chairman and officers for their services. Further business of a routine nature was transacted, and the meeting closed with the usual vote of thanks. Particulars may be obtained on application at the office, where full information will be supplied to intending purchasers and others interested. xyxy=(254,555,370,651)
divider xyxy=(990,448,1106,449)
filler-text: The proceedings of the meeting were of a most satisfactory character, and the members present expressed their gratification at the progress made during the year. It was resolved that the thanks of the meeting be accorded to the chairman and officers for their services. Further business of a routine nature was transacted, and the meeting closed with the usual vote of thanks. Particulars may be obtained on application at the office, where full information will be supplied to intending purchasers and others interested. xyxy=(131,506,248,601)
filler-text: The proceedings of the meeting were of a most satisfactory character, and the members present expressed their gratification at the progress made during the year. It was resolved that the thanks of the meeting be accorded to the chairman and officers for their services. Further business of a routine nature was transacted, and the meeting closed with the usual vote of thanks. Particulars may be obtained on application at the office, where full information will be supplied to intending purchasers and others interested. xyxy=(254,1675,370,1770)
advert-title-homestead: Homestead Property xyxy=(519,179,595,190)
column-1 xyxy=(6,40,129,2308)
filler-text: The proceedings of the meeting were of a most satisfactory character, and the members present expressed their gratification at the progress made during the year. It was resolved that the thanks of the meeting be accorded to the chairman and officers for their services. Further business of a routine nature was transacted, and the meeting closed with the usual vote of thanks. Particulars may be obtained on application at the office, where full information will be supplied to intending purchasers and others interested. xyxy=(254,1578,370,1674)
vertical-text: HORSE COVERS—HORSE COVERS. xyxy=(825,538,840,776)
advert-title-coaches: ROYAL MAIL LINE OF COACHES xyxy=(750,895,854,903)
filler-text: The proceedings of the meeting were of a most satisfactory character, and the members present expressed their gratification at the progress made during the year. It was resolved that the thanks of the meeting be accorded to the chairman and officers for their services. Further business of a routine nature was transacted, and the meeting closed with the usual vote of thanks. Particulars may be obtained on application at the office, where full information will be supplied to intending purchasers and others interested. xyxy=(989,926,1106,1021)
column-2 xyxy=(129,40,252,2216)
divider xyxy=(132,1183,248,1184)
advert-body: A most desirable homestead, freehold property, situated in Kuripuni Road, Greytown, five minutes' walk from the Post Office, containing about eight acres, with a good dwelling of five rooms, garden, orchard and outbuildings. Terms on application. xyxy=(376,1719,493,1764)
column-3 xyxy=(251,40,374,2078)
filler-text: The proceedings of the meeting were of a most satisfactory character, and the members present expressed their gratification at the progress made during the year. It was resolved that the thanks of the meeting be accorded to the chairman and officers for their services. Further business of a routine nature was transacted, and the meeting closed with the usual vote of thanks. Particulars may be obtained on application at the office, where full information will be supplied to intending purchasers and others interested. xyxy=(376,251,493,346)
article-body: Tuesday. Dr. Johnston gave the first of a series of lectures on 'First Aid' to a class of fifty at the Assembly Rooms last night, which will be continued weekly during the winter months. Several members were taken in by the doctor, and some notes were taken with a view to an examination at the end of the classes. xyxy=(131,77,248,134)
article-subtitle-martin: Mr. Martin, S.M. xyxy=(165,1669,214,1677)
filler-text: The proceedings of the meeting were of a most satisfactory character, and the members present expressed their gratification at the progress made during the year. It was resolved that the thanks of the meeting be accorded to the chairman and officers for their services. Further business of a routine nature was transacted, and the meeting closed with the usual vote of thanks. Particulars may be obtained on application at the office, where full information will be supplied to intending purchasers and others interested. xyxy=(499,1555,615,1651)
filler-text: The proceedings of the meeting were of a most satisfactory character, and the members present expressed their gratification at the progress made during the year. It was resolved that the thanks of the meeting be accorded to the chairman and officers for their services. Further business of a routine nature was transacted, and the meeting closed with the usual vote of thanks. Particulars may be obtained on application at the office, where full information will be supplied to intending purchasers and others interested. xyxy=(621,1173,738,1268)
filler-text: The proceedings of the meeting were of a most satisfactory character, and the members present expressed their gratification at the progress made during the year. It was resolved that the thanks of the meeting be accorded to the chairman and officers for their services. Further business of a routine nature was transacted, and the meeting closed with the usual vote of thanks. Particulars may be obtained on application at the office, where full information will be supplied to intending purchasers and others interested. xyxy=(744,1124,860,1219)
article-subtitle: (By Telegraph—Press Association.) xyxy=(15,2049,119,2056)
filler-text: The proceedings of the meeting were of a most satisfactory character, and the members present expressed their gratification at the progress made during the year. It was resolved that the thanks of the meeting be accorded to the chairman and officers for their services. Further business of a routine nature was transacted, and the meeting closed with the usual vote of thanks. Particulars may be obtained on application at the office, where full information will be supplied to intending purchasers and others interested. xyxy=(866,1039,983,1134)
filler-text: The proceedings of the meeting were of a most satisfactory character, and the members present expressed their gratification at the progress made during the year. It was resolved that the thanks of the meeting be accorded to the chairman and officers for their services. Further business of a routine nature was transacted, and the meeting closed with the usual vote of thanks. Particulars may be obtained on application at the office, where full information will be supplied to intending purchasers and others interested. xyxy=(499,569,615,664)
article-subtitle: (Continued.) xyxy=(48,78,86,84)
filler-text: The proceedings of the meeting were of a most satisfactory character, and the members present expressed their gratification at the progress made during the year. It was resolved that the thanks of the meeting be accorded to the chairman and officers for their services. Further business of a routine nature was transacted, and the meeting closed with the usual vote of thanks. Particulars may be obtained on application at the office, where full information will be supplied to intending purchasers and others interested. xyxy=(499,666,615,761)
filler-text: The proceedings of the meeting were of a most satisfactory character, and the members present expressed their gratification at the progress made during the year. It was resolved that the thanks of the meeting be accorded to the chairman and officers for their services. Further business of a routine nature was transacted, and the meeting closed with the usual vote of thanks. Particulars may be obtained on application at the office, where full information will be supplied to intending purchasers and others interested. xyxy=(131,1831,248,1926)
article-title-licenses: No Publicans' Licenses to be Granted for the Racecourse xyxy=(13,2027,121,2048)
advert-title-wfca: W.F.C.A. xyxy=(905,44,945,55)
article-title-waterbury: ARRIVAL OF THE NEW WATERBURY. xyxy=(275,1045,348,1061)
filler-text: The proceedings of the meeting were of a most satisfactory character, and the members present expressed their gratification at the progress made during the year. It was resolved that the thanks of the meeting be accorded to the chairman and officers for their services. Further business of a routine nature was transacted, and the meeting closed with the usual vote of thanks. Particulars may be obtained on application at the office, where full information will be supplied to intending purchasers and others interested. xyxy=(621,244,738,339)
filler-text: The proceedings of the meeting were of a most satisfactory character, and the members present expressed their gratification at the progress made during the year. It was resolved that the thanks of the meeting be accorded to the chairman and officers for their services. Further business of a routine nature was transacted, and the meeting closed with the usual vote of thanks. Particulars may be obtained on application at the office, where full information will be supplied to intending purchasers and others interested. xyxy=(9,529,125,624)
masthead xyxy=(6,0,1108,36)
article-subtitle-ambulance: Ambulance Class. xyxy=(155,56,223,66)
advert-title-drill-hall: DRILL HALL. xyxy=(524,1001,590,1013)
filler-text: The proceedings of the meeting were of a most satisfactory character, and the members present expressed their gratification at the progress made during the year. It was resolved that the thanks of the meeting be accorded to the chairman and officers for their services. Further business of a routine nature was transacted, and the meeting closed with the usual vote of thanks. Particulars may be obtained on application at the office, where full information will be supplied to intending purchasers and others interested. xyxy=(866,263,983,358)
filler-text: The proceedings of the meeting were of a most satisfactory character, and the members present expressed their gratification at the progress made during the year. It was resolved that the thanks of the meeting be accorded to the chairman and officers for their services. Further business of a routine nature was transacted, and the meeting closed with the usual vote of thanks. Particulars may be obtained on application at the office, where full information will be supplied to intending purchasers and others interested. xyxy=(621,340,738,436)
divider xyxy=(254,294,370,295)
divider xyxy=(254,1774,370,1775)
filler-text: The proceedings of the meeting were of a most satisfactory character, and the members present expressed their gratification at the progress made during the year. It was resolved that the thanks of the meeting be accorded to the chairman and officers for their services. Further business of a routine nature was transacted, and the meeting closed with the usual vote of thanks. Particulars may be obtained on application at the office, where full information will be supplied to intending purchasers and others interested. xyxy=(621,148,738,243)
filler-text: The proceedings of the meeting were of a most satisfactory character, and the members present expressed their gratification at the progress made during the year. It was resolved that the thanks of the meeting be accorded to the chairman and officers for their services. Further business of a routine nature was transacted, and the meeting closed with the usual vote of thanks. Particulars may be obtained on application at the office, where full information will be supplied to intending purchasers and others interested. xyxy=(131,1554,248,1649)
list-item: 100 mixed sheep xyxy=(376,115,425,122)
advert-title-price: THOS. H. PRICE, xyxy=(1007,1370,1087,1382)
filler-text: The proceedings of the meeting were of a most satisfactory character, and the members present expressed their gratification at the progress made during the year. It was resolved that the thanks of the meeting be accorded to the chairman and officers for their services. Further business of a routine nature was transacted, and the meeting closed with the usual vote of thanks. Particulars may be obtained on application at the office, where full information will be supplied to intending purchasers and others interested. xyxy=(989,42,1106,137)
column-8 xyxy=(864,40,987,2078)
filler-text: The proceedings of the meeting were of a most satisfactory character, and the members present expressed their gratification at the progress made during the year. It was resolved that the thanks of the meeting be accorded to the chairman and officers for their services. Further business of a routine nature was transacted, and the meeting closed with the usual vote of thanks. Particulars may be obtained on application at the office, where full information will be supplied to intending purchasers and others interested. xyxy=(866,110,983,205)
filler-text: The proceedings of the meeting were of a most satisfactory character, and the members present expressed their gratification at the progress made during the year. It was resolved that the thanks of the meeting be accorded to the chairman and officers for their services. Further business of a routine nature was transacted, and the meeting closed with the usual vote of thanks. Particulars may be obtained on application at the office, where full information will be supplied to intending purchasers and others interested. xyxy=(621,657,738,752)
filler-text: The proceedings of the meeting were of a most satisfactory character, and the members present expressed their gratification at the progress made during the year. It was resolved that the thanks of the meeting be accorded to the chairman and officers for their services. Further business of a routine nature was transacted, and the meeting closed with the usual vote of thanks. Particulars may be obtained on application at the office, where full information will be supplied to intending purchasers and others interested. xyxy=(131,1458,248,1553)
advert-title-graham: J. GRAHAM AND CO. xyxy=(752,175,853,187)
filler-text: The proceedings of the meeting were of a most satisfactory character, and the members present expressed their gratification at the progress made during the year. It was resolved that the thanks of the meeting be accorded to the chairman and officers for their services. Further business of a routine nature was transacted, and the meeting closed with the usual vote of thanks. Particulars may be obtained on application at the office, where full information will be supplied to intending purchasers and others interested. xyxy=(9,1719,125,1814)
filler-text: The proceedings of the meeting were of a most satisfactory character, and the members present expressed their gratification at the progress made during the year. It was resolved that the thanks of the meeting be accorded to the chairman and officers for their services. Further business of a routine nature was transacted, and the meeting closed with the usual vote of thanks. Particulars may be obtained on application at the office, where full information will be supplied to intending purchasers and others interested. xyxy=(744,264,860,359)
filler-text: The proceedings of the meeting were of a most satisfactory character, and the members present expressed their gratification at the progress made during the year. It was resolved that the thanks of the meeting be accorded to the chairman and officers for their services. Further business of a routine nature was transacted, and the meeting closed with the usual vote of thanks. Particulars may be obtained on application at the office, where full information will be supplied to intending purchasers and others interested. xyxy=(131,1928,248,2023)
filler-text: The proceedings of the meeting were of a most satisfactory character, and the members present expressed their gratification at the progress made during the year. It was resolved that the thanks of the meeting be accorded to the chairman and officers for their services. Further business of a routine nature was transacted, and the meeting closed with the usual vote of thanks. Particulars may be obtained on application at the office, where full information will be supplied to intending purchasers and others interested. xyxy=(376,830,493,925)
filler-text: The proceedings of the meeting were of a most satisfactory character, and the members present expressed their gratification at the progress made during the year. It was resolved that the thanks of the meeting be accorded to the chairman and officers for their services. Further business of a routine nature was transacted, and the meeting closed with the usual vote of thanks. Particulars may be obtained on application at the office, where full information will be supplied to intending purchasers and others interested. xyxy=(621,2105,738,2200)
article-title-towels: TOWELS AND DISEASE. xyxy=(139,1188,240,1199)
filler-text: The proceedings of the meeting were of a most satisfactory character, and the members present expressed their gratification at the progress made during the year. It was resolved that the thanks of the meeting be accorded to the chairman and officers for their services. Further business of a routine nature was transacted, and the meeting closed with the usual vote of thanks. Particulars may be obtained on application at the office, where full information will be supplied to intending purchasers and others interested. xyxy=(989,573,1106,668)
filler-text: The proceedings of the meeting were of a most satisfactory character, and the members present expressed their gratification at the progress made during the year. It was resolved that the thanks of the meeting be accorded to the chairman and officers for their services. Further business of a routine nature was transacted, and the meeting closed with the usual vote of thanks. Particulars may be obtained on application at the office, where full information will be supplied to intending purchasers and others interested. xyxy=(254,1193,370,1288)
filler-text: The proceedings of the meeting were of a most satisfactory character, and the members present expressed their gratification at the progress made during the year. It was resolved that the thanks of the meeting be accorded to the chairman and officers for their services. Further business of a routine nature was transacted, and the meeting closed with the usual vote of thanks. Particulars may be obtained on application at the office, where full information will be supplied to intending purchasers and others interested. xyxy=(744,1327,860,1422)
filler-text: The proceedings of the meeting were of a most satisfactory character, and the members present expressed their gratification at the progress made during the year. It was resolved that the thanks of the meeting be accorded to the chairman and officers for their services. Further business of a routine nature was transacted, and the meeting closed with the usual vote of thanks. Particulars may be obtained on application at the office, where full information will be supplied to intending purchasers and others interested. xyxy=(131,2024,248,2119)
filler-text: The proceedings of the meeting were of a most satisfactory character, and the members present expressed their gratification at the progress made during the year. It was resolved that the thanks of the meeting be accorded to the chairman and officers for their services. Further business of a routine nature was transacted, and the meeting closed with the usual vote of thanks. Particulars may be obtained on application at the office, where full information will be supplied to intending purchasers and others interested. xyxy=(989,791,1106,886)
